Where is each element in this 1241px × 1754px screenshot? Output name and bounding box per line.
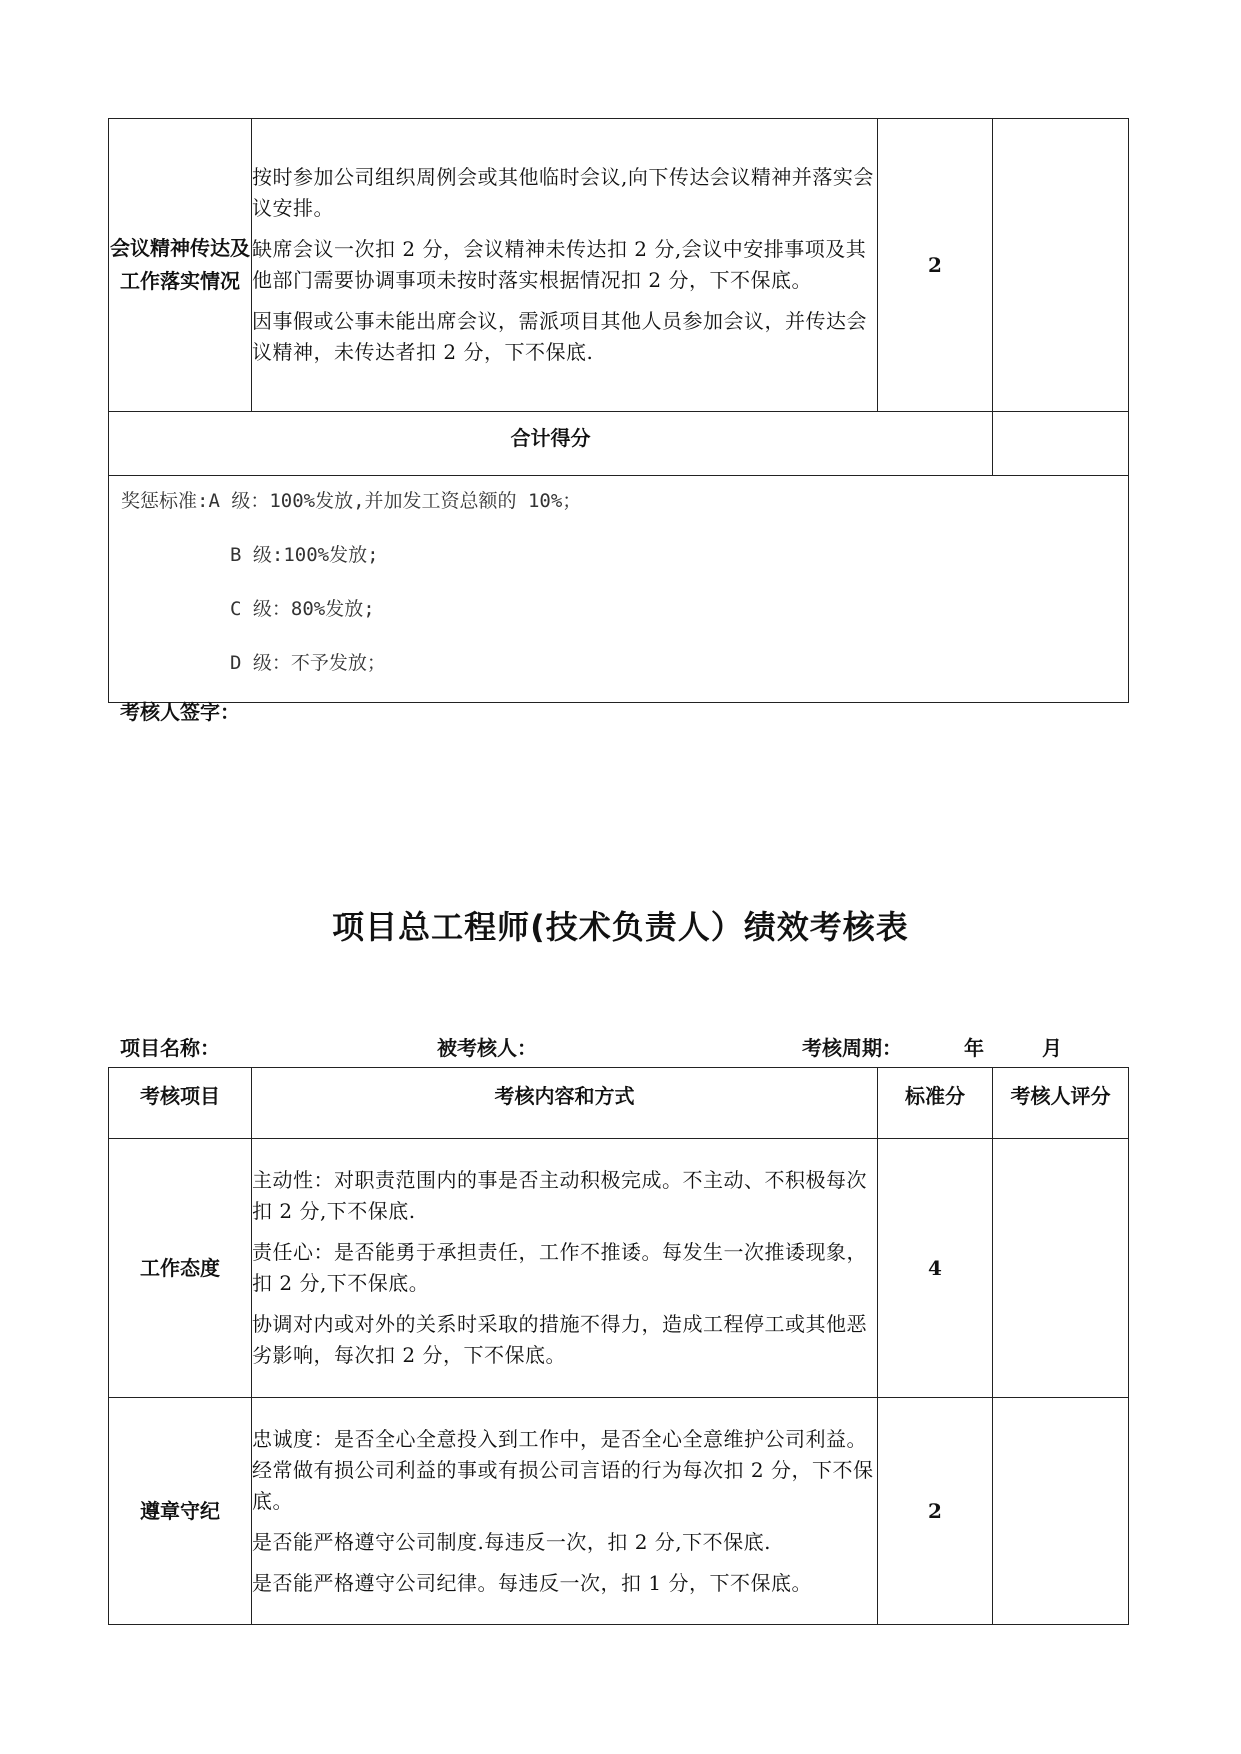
project-name-label: 项目名称： xyxy=(120,1036,220,1060)
table-row xyxy=(109,412,1129,476)
content-paragraph: 缺席会议一次扣 2 分，会议精神未传达扣 2 分,会议中安排事项及其他部门需要协调事项未按时落实根据情况扣 2 分，下不保底。 xyxy=(252,237,867,292)
assessment-item-discipline: 遵章守纪 xyxy=(109,1398,252,1625)
table-header-row xyxy=(109,1068,1129,1139)
reward-line-d: D 级：不予发放； xyxy=(230,652,386,674)
standard-score: 2 xyxy=(878,119,993,412)
table-row xyxy=(109,1398,1129,1625)
content-paragraph: 忠诚度：是否全心全意投入到工作中，是否全心全意维护公司利益。经常做有损公司利益的事或有损公司言语的行为每次扣 2 分，下不保底。 xyxy=(252,1426,874,1513)
item-label: 会议精神传达及工作落实情况 xyxy=(110,236,250,293)
assessment-item-meeting xyxy=(109,119,252,412)
standard-score: 4 xyxy=(878,1139,993,1398)
content-paragraph: 因事假或公事未能出席会议，需派项目其他人员参加会议，并传达会议精神，未传达者扣 2 分，下不保底. xyxy=(252,309,867,364)
evaluator-score-cell[interactable] xyxy=(993,1139,1129,1398)
assessment-item-attitude: 工作态度 xyxy=(109,1139,252,1398)
table-row xyxy=(109,119,1129,412)
reward-line-a: 奖惩标准:A 级：100%发放,并加发工资总额的 10%； xyxy=(121,490,582,512)
month-label: 月 xyxy=(1042,1036,1062,1060)
header-evaluator-score: 考核人评分 xyxy=(993,1068,1129,1139)
evaluator-score-cell[interactable] xyxy=(993,119,1129,412)
reward-line-c: C 级：80%发放; xyxy=(230,598,375,620)
header-assessment-content: 考核内容和方式 xyxy=(252,1068,878,1139)
content-paragraph: 是否能严格遵守公司纪律。每违反一次，扣 1 分，下不保底。 xyxy=(252,1570,812,1595)
assessment-content-cell xyxy=(252,1398,878,1625)
total-score-value[interactable] xyxy=(993,412,1129,476)
top-assessment-table xyxy=(108,118,1129,703)
reward-line-b: B 级:100%发放; xyxy=(230,544,379,566)
content-paragraph: 主动性：对职责范围内的事是否主动积极完成。不主动、不积极每次扣 2 分,下不保底. xyxy=(252,1168,867,1223)
assessment-content-cell xyxy=(252,119,878,412)
assessment-table xyxy=(108,1067,1129,1625)
reward-standard-cell xyxy=(109,476,1129,703)
standard-score: 2 xyxy=(878,1398,993,1625)
evaluator-score-cell[interactable] xyxy=(993,1398,1129,1625)
assessee-label: 被考核人： xyxy=(437,1036,537,1060)
assessment-content-cell xyxy=(252,1139,878,1398)
content-paragraph: 按时参加公司组织周例会或其他临时会议,向下传达会议精神并落实会议安排。 xyxy=(252,165,874,220)
signature-label: 考核人签字： xyxy=(120,700,240,724)
page-title: 项目总工程师(技术负责人）绩效考核表 xyxy=(332,908,909,946)
table-row xyxy=(109,476,1129,703)
header-standard-score: 标准分 xyxy=(878,1068,993,1139)
year-label: 年 xyxy=(964,1036,984,1060)
content-paragraph: 是否能严格遵守公司制度.每违反一次，扣 2 分,下不保底. xyxy=(252,1529,772,1554)
period-label: 考核周期： xyxy=(802,1036,902,1060)
total-score-label: 合计得分 xyxy=(109,412,993,476)
content-paragraph: 协调对内或对外的关系时采取的措施不得力，造成工程停工或其他恶劣影响，每次扣 2 分，下不保底。 xyxy=(252,1312,867,1367)
header-assessment-item: 考核项目 xyxy=(109,1068,252,1139)
content-paragraph: 责任心：是否能勇于承担责任，工作不推诿。每发生一次推诿现象，扣 2 分,下不保底。 xyxy=(252,1240,867,1295)
table-row xyxy=(109,1139,1129,1398)
